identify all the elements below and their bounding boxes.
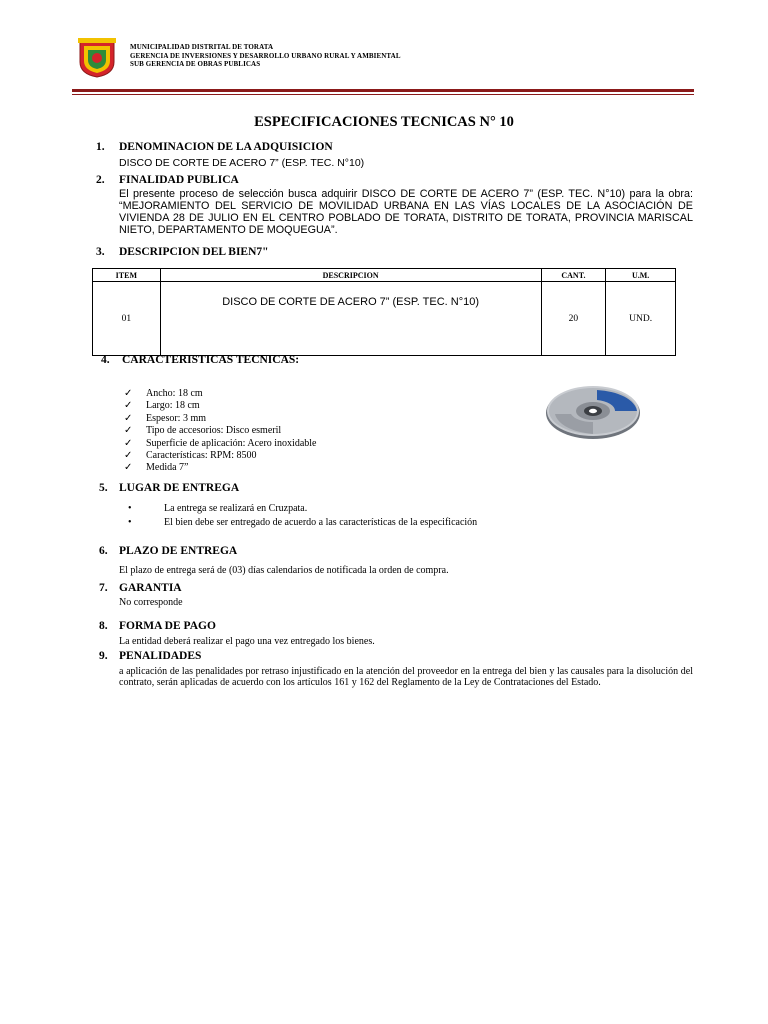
list-item: • El bien debe ser entregado de acuerdo a las características de la especificación: [128, 517, 478, 528]
bullet-icon: •: [128, 517, 132, 528]
bullet-icon: •: [128, 503, 132, 514]
list-item: ✓ Espesor: 3 mm: [124, 412, 206, 424]
section-5-number: 5.: [99, 482, 108, 494]
list-item: ✓ Tipo de accesorios: Disco esmeril: [124, 425, 282, 437]
section-7-text: No corresponde: [119, 597, 183, 608]
municipality-logo: [76, 36, 118, 78]
section-1-title: DENOMINACION DE LA ADQUISICION: [119, 141, 333, 153]
check-icon: ✓: [124, 462, 133, 474]
section-2-number: 2.: [96, 174, 105, 186]
cell-um: UND.: [606, 282, 676, 356]
section-8-title: FORMA DE PAGO: [119, 620, 216, 632]
section-1-text: DISCO DE CORTE DE ACERO 7” (ESP. TEC. N°10): [119, 157, 365, 169]
list-item: ✓ Largo: 18 cm: [124, 400, 200, 412]
section-4-title: CARACTERISTICAS TECNICAS:: [122, 354, 300, 366]
cell-descripcion: DISCO DE CORTE DE ACERO 7” (ESP. TEC. N°10): [160, 282, 541, 356]
section-9-title: PENALIDADES: [119, 650, 202, 662]
delivery-list: [128, 502, 477, 530]
section-8-text: La entidad deberá realizar el pago una vez entregado los bienes.: [119, 636, 375, 647]
header-descripcion: DESCRIPCION: [160, 269, 541, 282]
list-item: ✓ Características: RPM: 8500: [124, 450, 257, 462]
check-icon: ✓: [124, 437, 133, 449]
check-icon: ✓: [124, 412, 133, 424]
section-9-text: a aplicación de las penalidades por retraso injustificado en la atención del proveedor en la entrega del bien y las causales para la disolución del contrato, serán aplicadas de acuerdo con los artículos 161 y 162 del Reglamento de la Ley de Contrataciones del Estado.: [119, 666, 693, 688]
section-2-title: FINALIDAD PUBLICA: [119, 174, 239, 186]
table-header-row: [93, 269, 676, 282]
header-um: U.M.: [606, 269, 676, 282]
section-8-number: 8.: [99, 620, 108, 632]
table-row: [93, 282, 676, 356]
cell-cant: 20: [541, 282, 606, 356]
check-icon: ✓: [124, 450, 133, 462]
document-title: ESPECIFICACIONES TECNICAS N° 10: [254, 114, 514, 130]
section-3-title: DESCRIPCION DEL BIEN7": [119, 246, 269, 258]
section-6-number: 6.: [99, 545, 108, 557]
header-line-1: MUNICIPALIDAD DISTRITAL DE TORATA: [130, 43, 274, 51]
list-item: ✓ Superficie de aplicación: Acero inoxidable: [124, 437, 317, 449]
section-5-title: LUGAR DE ENTREGA: [119, 482, 240, 494]
section-6-text: El plazo de entrega será de (03) días calendarios de notificada la orden de compra.: [119, 565, 449, 576]
section-9-number: 9.: [99, 650, 108, 662]
features-list: [124, 388, 317, 475]
header-rule: [72, 89, 694, 92]
section-6-title: PLAZO DE ENTREGA: [119, 545, 238, 557]
header-cant: CANT.: [541, 269, 606, 282]
section-7-number: 7.: [99, 582, 108, 594]
check-icon: ✓: [124, 388, 133, 399]
section-4-number: 4.: [101, 354, 110, 366]
header-line-3: SUB GERENCIA DE OBRAS PUBLICAS: [130, 60, 261, 68]
section-2-text: El presente proceso de selección busca adquirir DISCO DE CORTE DE ACERO 7” (ESP. TEC. N°10) para la obra: “MEJORAMIENTO DEL SERVICIO DE MOVILIDAD URBANA EN LAS VÍAS LOCALES DE LA ASOCIACIÓN DE VIVIENDA 28 DE JULIO EN EL CENTRO POBLADO DE TORATA, DISTRITO DE TORATA, PROVINCIA MARISCAL NIETO, DEPARTAMENTO DE MOQUEGUA”.: [119, 188, 693, 236]
list-item: • La entrega se realizará en Cruzpata.: [128, 503, 308, 514]
header-rule-thin: [72, 94, 694, 95]
header-item: ITEM: [93, 269, 161, 282]
check-icon: ✓: [124, 400, 133, 412]
check-icon: ✓: [124, 425, 133, 437]
items-table: [92, 268, 676, 356]
header-line-2: GERENCIA DE INVERSIONES Y DESARROLLO URBANO RURAL Y AMBIENTAL: [130, 52, 401, 60]
section-3-number: 3.: [96, 246, 105, 258]
list-item: ✓ Medida 7”: [124, 462, 189, 474]
section-1-number: 1.: [96, 141, 105, 153]
list-item: ✓ Ancho: 18 cm: [124, 388, 203, 399]
cutting-disc-image: [545, 382, 641, 440]
section-7-title: GARANTIA: [119, 582, 182, 594]
cell-item: 01: [93, 282, 161, 356]
